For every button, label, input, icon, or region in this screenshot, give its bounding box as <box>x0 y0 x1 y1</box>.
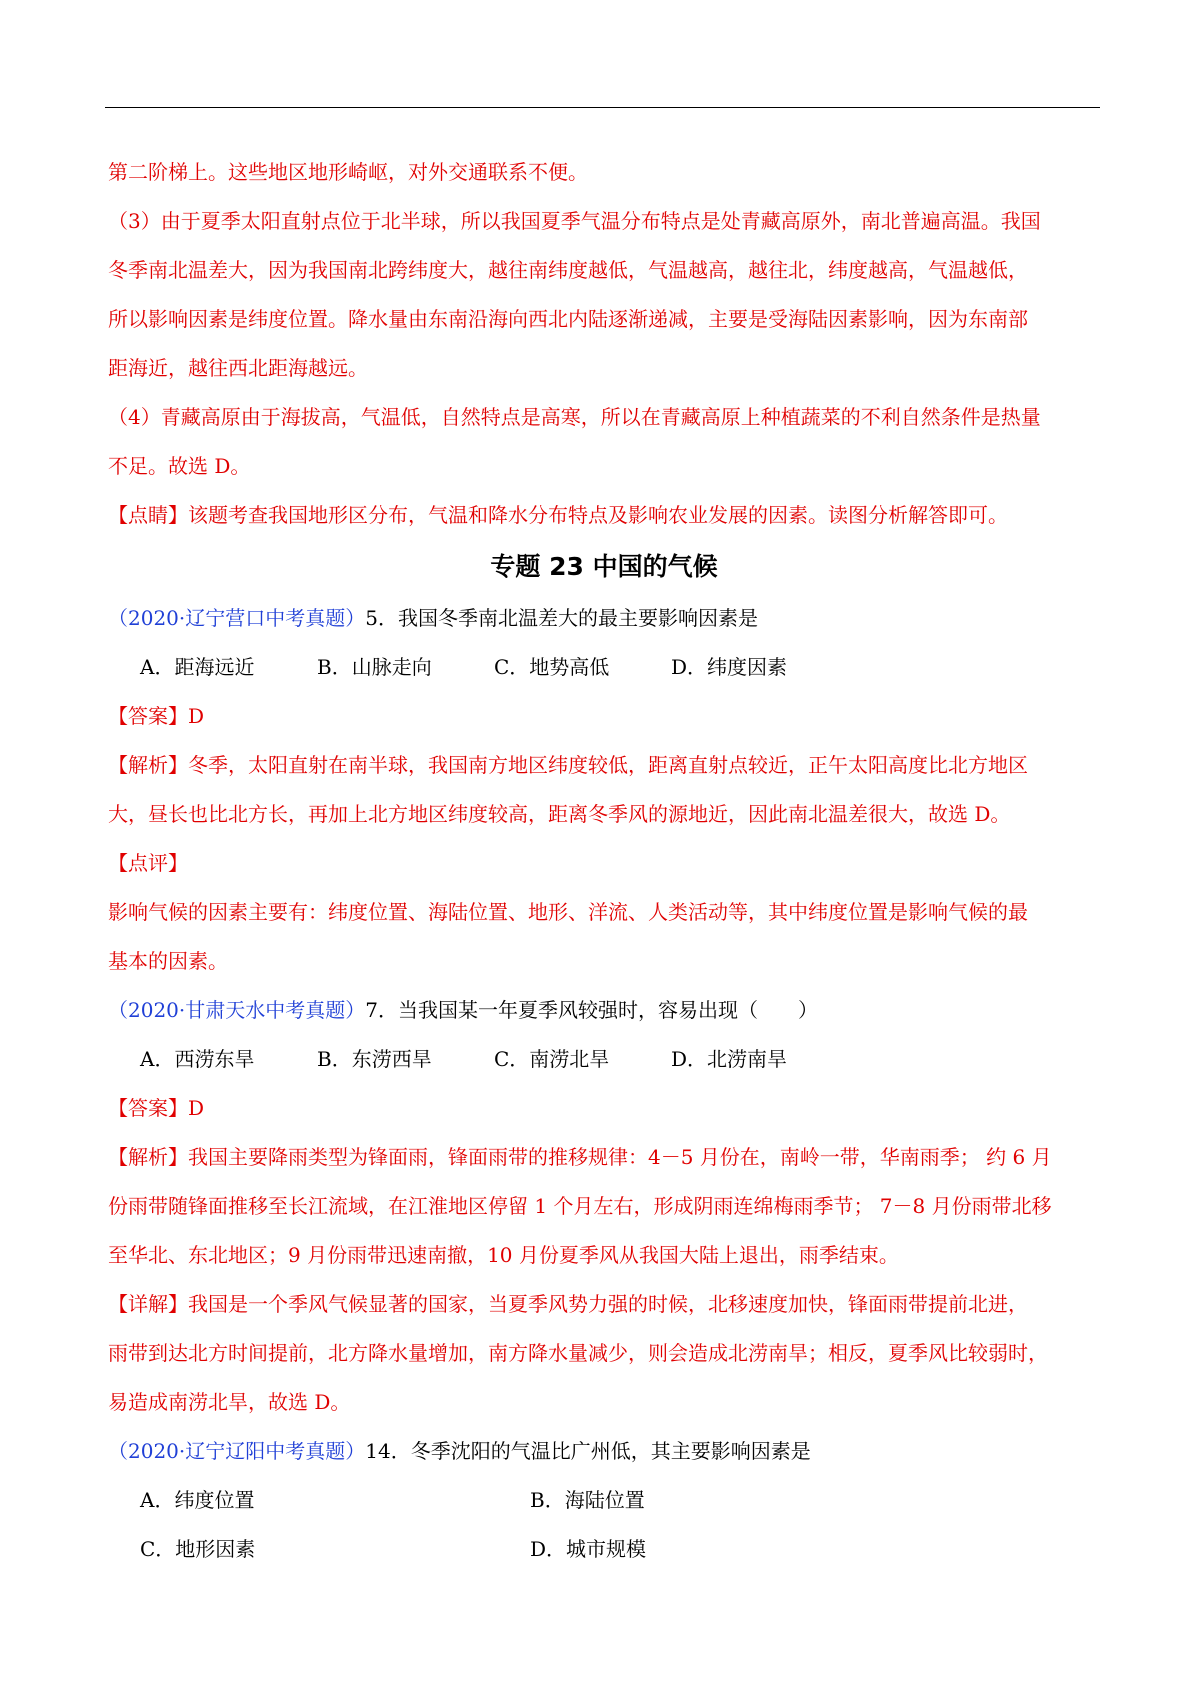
option-c: C．南涝北旱 <box>494 1047 610 1071</box>
comment-line: 基本的因素。 <box>108 949 228 973</box>
option-d: D．城市规模 <box>530 1537 647 1561</box>
comment-label: 【点评】 <box>108 851 188 875</box>
prev-answer-line: 第二阶梯上。这些地区地形崎岖，对外交通联系不便。 <box>108 160 588 184</box>
prev-answer-part4 <box>108 393 1100 491</box>
analysis-line: 【解析】冬季，太阳直射在南半球，我国南方地区纬度较低，距离直射点较近，正午太阳高度比北方地区 <box>108 753 1028 777</box>
question-text: 5．我国冬季南北温差大的最主要影响因素是 <box>365 606 758 630</box>
option-a: A．西涝东旱 <box>140 1047 255 1071</box>
dianjing-note: 【点睛】该题考查我国地形区分布，气温和降水分布特点及影响农业发展的因素。读图分析解答即可。 <box>108 503 1008 527</box>
answer-line: 不足。故选 D。 <box>108 454 251 478</box>
analysis-line: 份雨带随锋面推移至长江流域，在江淮地区停留 1 个月左右，形成阴雨连绵梅雨季节； 7－8 月份雨带北移 <box>108 1194 1052 1218</box>
option-b: B．海陆位置 <box>530 1488 645 1512</box>
question-source: （2020·辽宁营口中考真题） <box>108 606 366 630</box>
options-row <box>108 643 1100 692</box>
question-stem <box>108 986 1100 1035</box>
question-7 <box>108 986 1100 1427</box>
question-source: （2020·辽宁辽阳中考真题） <box>108 1439 366 1463</box>
question-source: （2020·甘肃天水中考真题） <box>108 998 366 1022</box>
option-b: B．东涝西旱 <box>317 1047 432 1071</box>
question-text: 7．当我国某一年夏季风较强时，容易出现（ ） <box>365 998 818 1022</box>
options-row <box>108 1476 1100 1525</box>
option-d: D．纬度因素 <box>671 655 788 679</box>
analysis-line: 至华北、东北地区；9 月份雨带迅速南撤，10 月份夏季风从我国大陆上退出，雨季结束。 <box>108 1243 899 1267</box>
answer-label: 【答案】D <box>108 704 205 728</box>
options-row <box>108 1035 1100 1084</box>
option-d: D．北涝南旱 <box>671 1047 788 1071</box>
option-c: C．地势高低 <box>494 655 610 679</box>
answer-line: 冬季南北温差大，因为我国南北跨纬度大，越往南纬度越低，气温越高，越往北，纬度越高，气温越低， <box>108 258 1028 282</box>
comment-line: 影响气候的因素主要有：纬度位置、海陆位置、地形、洋流、人类活动等，其中纬度位置是影响气候的最 <box>108 900 1028 924</box>
question-stem <box>108 594 1100 643</box>
option-c: C．地形因素 <box>140 1537 256 1561</box>
header-rule <box>105 107 1100 108</box>
answer-line: （4）青藏高原由于海拔高，气温低，自然特点是高寒，所以在青藏高原上种植蔬菜的不利自然条件是热量 <box>108 405 1041 429</box>
document-body <box>108 148 1100 1574</box>
answer-line: 距海近，越往西北距海越远。 <box>108 356 368 380</box>
detail-line: 雨带到达北方时间提前，北方降水量增加，南方降水量减少，则会造成北涝南旱；相反，夏季风比较弱时， <box>108 1341 1048 1365</box>
option-a: A．纬度位置 <box>140 1488 255 1512</box>
question-5 <box>108 594 1100 986</box>
answer-line: （3）由于夏季太阳直射点位于北半球，所以我国夏季气温分布特点是处青藏高原外，南北普遍高温。我国 <box>108 209 1041 233</box>
analysis-line: 大，昼长也比北方长，再加上北方地区纬度较高，距离冬季风的源地近，因此南北温差很大，故选 D。 <box>108 802 1011 826</box>
detail-line: 【详解】我国是一个季风气候显著的国家，当夏季风势力强的时候，北移速度加快，锋面雨带提前北进， <box>108 1292 1028 1316</box>
analysis-line: 【解析】我国主要降雨类型为锋面雨，锋面雨带的推移规律：4－5 月份在，南岭一带，华南雨季； 约 6 月 <box>108 1145 1052 1169</box>
answer-line: 所以影响因素是纬度位置。降水量由东南沿海向西北内陆逐渐递减，主要是受海陆因素影响，因为东南部 <box>108 307 1028 331</box>
option-a: A．距海远近 <box>140 655 255 679</box>
option-b: B．山脉走向 <box>317 655 432 679</box>
prev-answer-part3 <box>108 197 1100 393</box>
section-title: 专题 23 中国的气候 <box>490 552 718 581</box>
options-row <box>108 1525 1100 1574</box>
answer-label: 【答案】D <box>108 1096 205 1120</box>
question-stem <box>108 1427 1100 1476</box>
question-text: 14．冬季沈阳的气温比广州低，其主要影响因素是 <box>365 1439 811 1463</box>
question-14 <box>108 1427 1100 1574</box>
detail-line: 易造成南涝北旱，故选 D。 <box>108 1390 351 1414</box>
